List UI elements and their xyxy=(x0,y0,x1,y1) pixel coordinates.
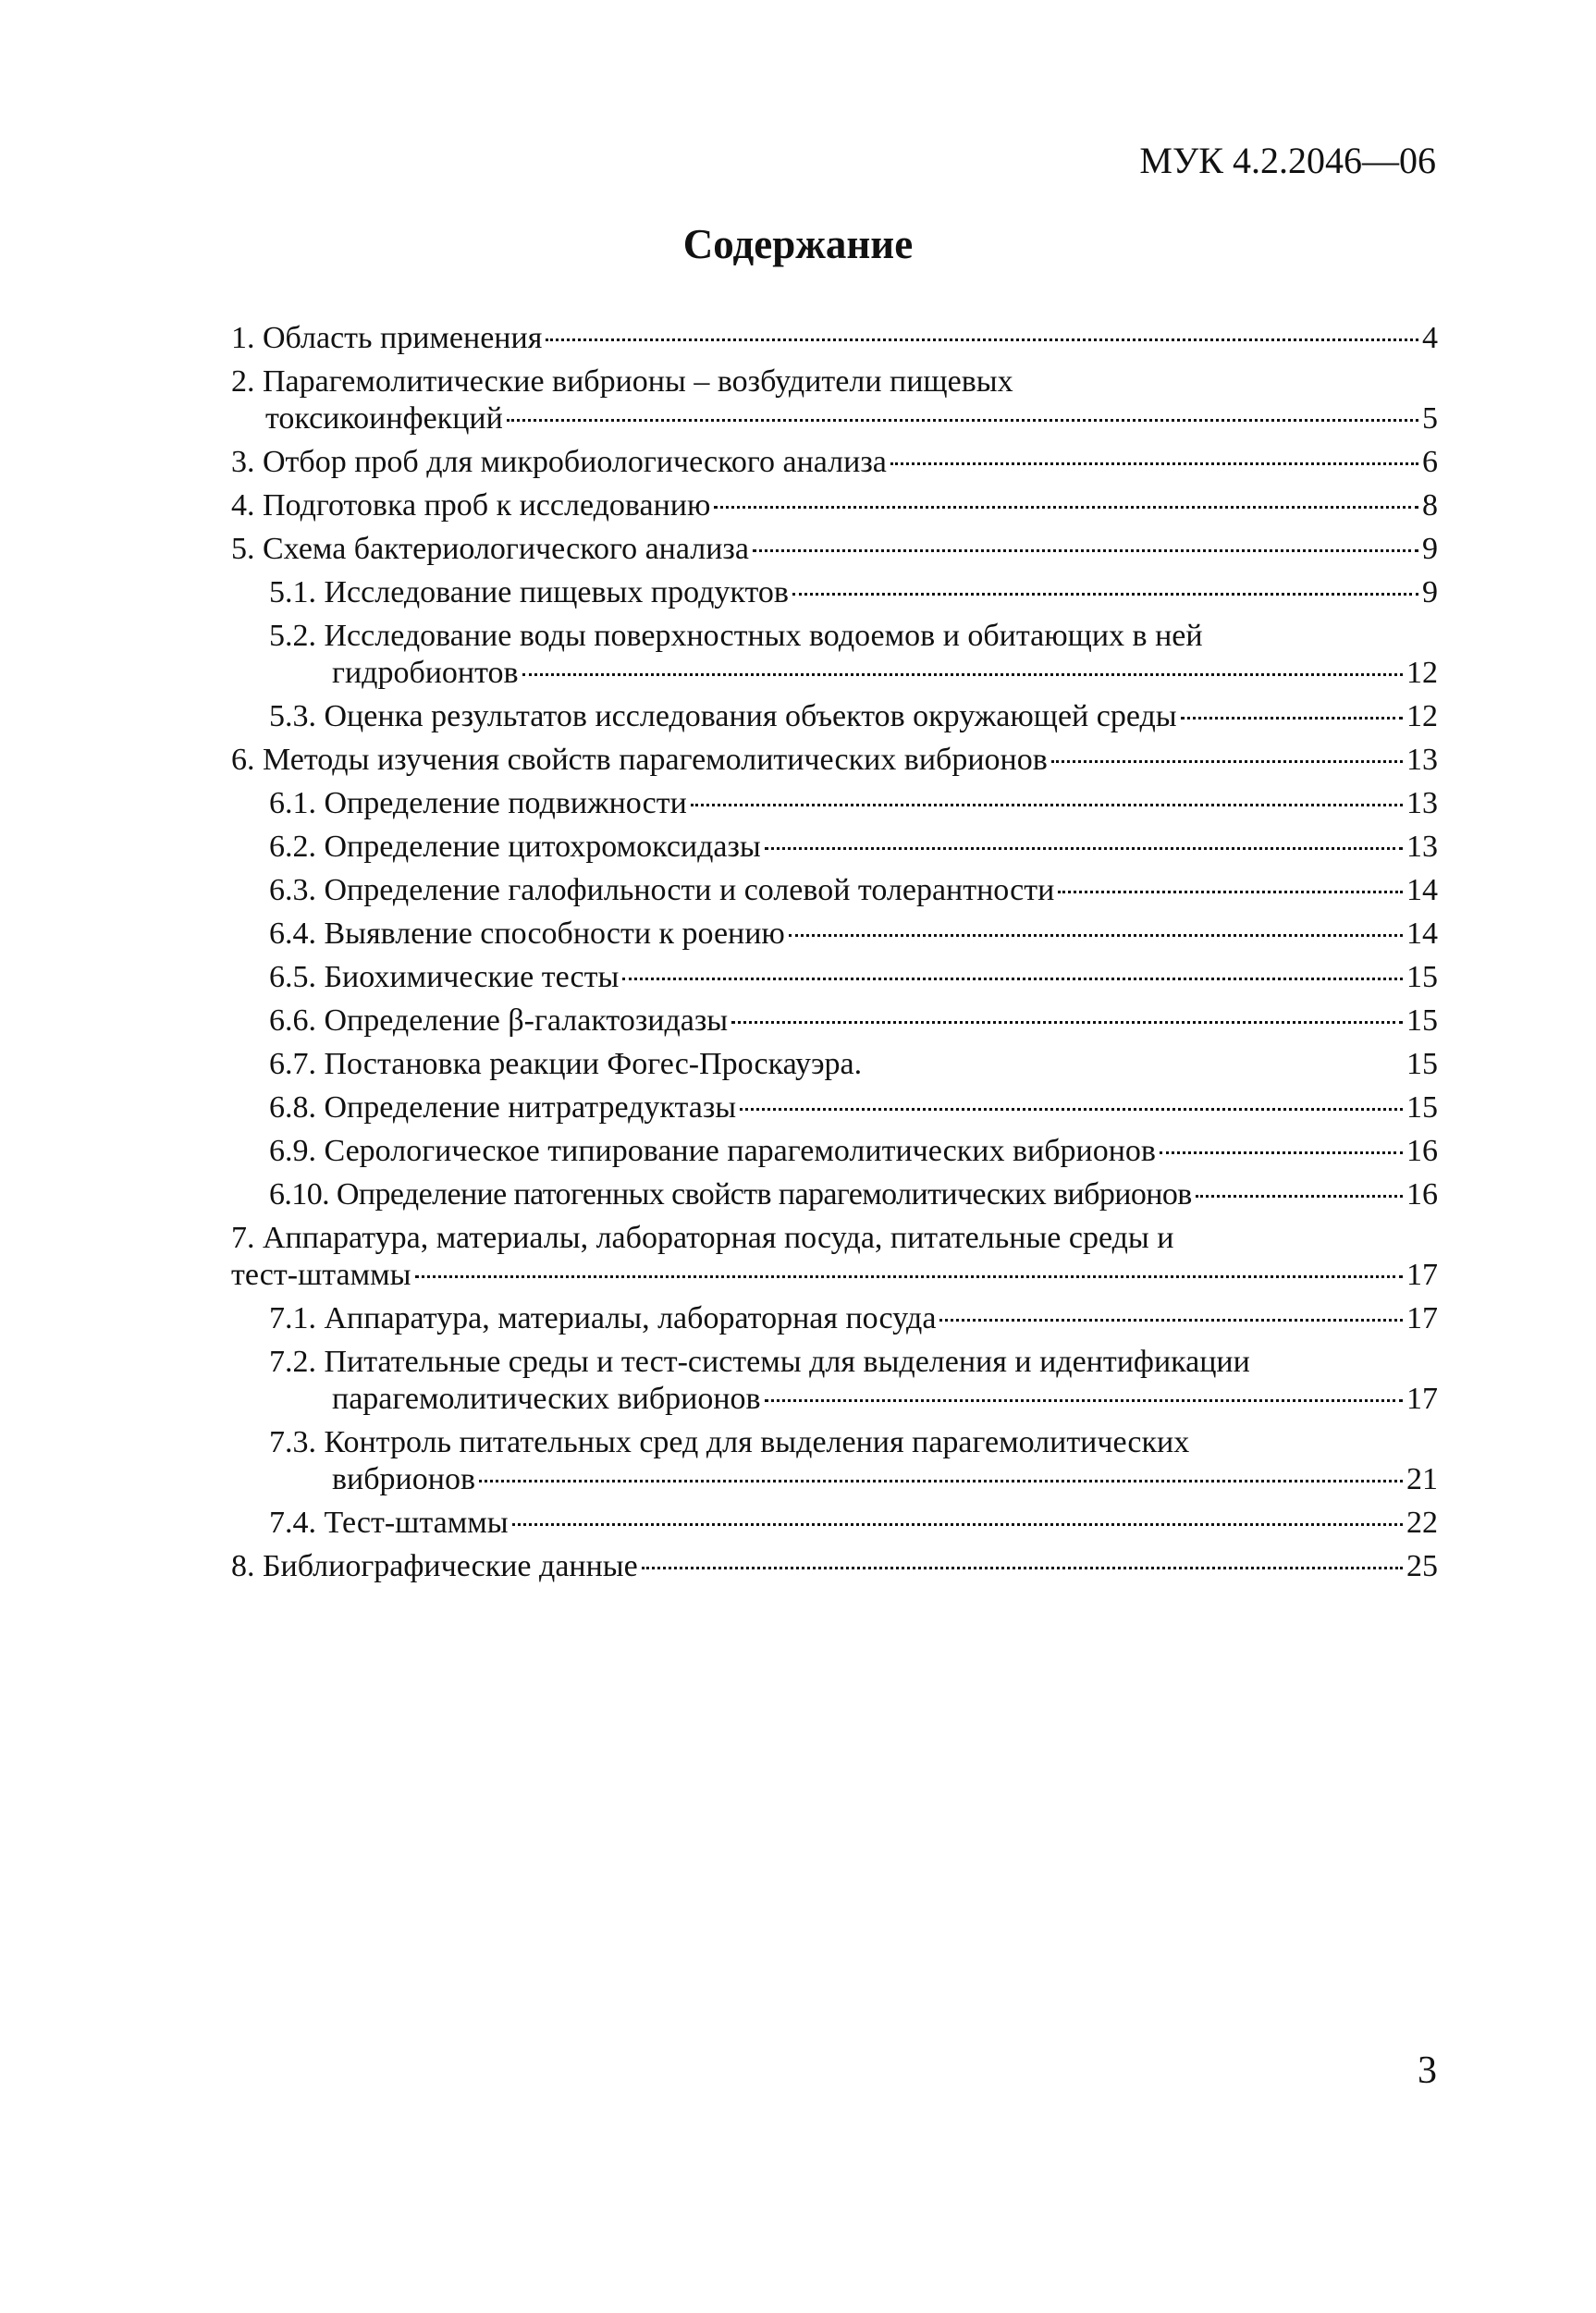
dot-leader xyxy=(512,1523,1403,1526)
table-of-contents xyxy=(231,320,1438,1592)
toc-item-text: 5.2. Исследование воды поверхностных водоемов и обитающих в ней xyxy=(269,619,1203,653)
toc-item-page: 25 xyxy=(1406,1549,1438,1583)
toc-item-text: 6.6. Определение β-галактозидазы xyxy=(269,1003,729,1038)
dot-leader xyxy=(789,934,1403,937)
toc-item-page: 4 xyxy=(1422,321,1438,355)
dot-leader xyxy=(765,847,1403,850)
dot-leader xyxy=(890,462,1418,465)
dot-leader xyxy=(753,549,1418,552)
toc-item-4[interactable] xyxy=(231,487,1438,524)
toc-item-text: 6.7. Постановка реакции Фогес-Проскауэра. xyxy=(269,1047,863,1081)
dot-leader xyxy=(642,1567,1403,1569)
toc-item-page: 6 xyxy=(1422,445,1438,479)
dot-leader xyxy=(939,1319,1403,1322)
toc-item-text: 6.4. Выявление способности к роению xyxy=(269,917,785,951)
toc-item-page: 13 xyxy=(1406,830,1438,864)
toc-item-text-continued: тест-штаммы xyxy=(231,1258,411,1292)
toc-item-7-2[interactable] xyxy=(269,1344,1438,1418)
toc-item-page: 13 xyxy=(1406,786,1438,820)
toc-item-7-3[interactable] xyxy=(269,1424,1438,1498)
toc-item-page: 17 xyxy=(1406,1301,1438,1335)
toc-item-7[interactable] xyxy=(231,1220,1438,1294)
toc-item-page: 15 xyxy=(1406,1003,1438,1038)
toc-item-text: 3. Отбор проб для микробиологического анализа xyxy=(231,445,887,479)
toc-item-page: 17 xyxy=(1406,1258,1438,1292)
toc-item-text: 4. Подготовка проб к исследованию xyxy=(231,488,711,523)
toc-item-page: 21 xyxy=(1406,1462,1438,1496)
toc-item-text: 7. Аппаратура, материалы, лабораторная посуда, питательные среды и xyxy=(231,1221,1174,1255)
dot-leader xyxy=(546,338,1418,341)
toc-item-page: 16 xyxy=(1406,1134,1438,1168)
toc-item-5-1[interactable] xyxy=(269,574,1438,611)
toc-item-page: 5 xyxy=(1422,401,1438,436)
toc-item-page: 15 xyxy=(1406,1047,1438,1081)
dot-leader xyxy=(740,1108,1403,1111)
toc-item-text-continued: токсикоинфекций xyxy=(265,401,503,436)
toc-item-text: 6.10. Определение патогенных свойств парагемолитических вибрионов xyxy=(269,1177,1192,1212)
toc-item-page: 16 xyxy=(1406,1177,1438,1212)
toc-item-text: 1. Область применения xyxy=(231,321,543,355)
toc-item-7-4[interactable] xyxy=(269,1505,1438,1542)
toc-item-5[interactable] xyxy=(231,531,1438,568)
toc-item-page: 12 xyxy=(1406,699,1438,733)
toc-item-text: 6.3. Определение галофильности и солевой толерантности xyxy=(269,873,1055,907)
toc-item-text: 2. Парагемолитические вибрионы – возбудители пищевых xyxy=(231,364,1013,399)
toc-item-text: 7.1. Аппаратура, материалы, лабораторная посуда xyxy=(269,1301,937,1335)
toc-item-text: 5. Схема бактериологического анализа xyxy=(231,532,749,566)
toc-item-7-1[interactable] xyxy=(269,1300,1438,1337)
toc-item-6-2[interactable] xyxy=(269,829,1438,866)
dot-leader xyxy=(1160,1151,1403,1154)
dot-leader xyxy=(479,1480,1403,1483)
toc-item-text-continued: вибрионов xyxy=(332,1462,475,1496)
toc-item-6-4[interactable] xyxy=(269,916,1438,953)
toc-item-8[interactable] xyxy=(231,1548,1438,1585)
toc-item-text: 6.2. Определение цитохромоксидазы xyxy=(269,830,761,864)
dot-leader xyxy=(415,1275,1404,1278)
dot-leader xyxy=(691,804,1403,806)
dot-leader xyxy=(507,419,1418,422)
toc-item-text: 6.8. Определение нитратредуктазы xyxy=(269,1090,737,1125)
toc-item-page: 22 xyxy=(1406,1506,1438,1540)
toc-item-6-6[interactable] xyxy=(269,1003,1438,1040)
toc-item-text: 6.9. Серологическое типирование парагемолитических вибрионов xyxy=(269,1134,1156,1168)
toc-item-text: 5.1. Исследование пищевых продуктов xyxy=(269,575,789,609)
toc-item-6-9[interactable] xyxy=(269,1133,1438,1170)
toc-title: Содержание xyxy=(682,221,914,267)
toc-item-5-3[interactable] xyxy=(269,698,1438,735)
toc-item-page: 9 xyxy=(1422,575,1438,609)
toc-item-6-1[interactable] xyxy=(269,785,1438,822)
dot-leader xyxy=(866,1064,1403,1067)
toc-item-text: 7.3. Контроль питательных сред для выделения парагемолитических xyxy=(269,1425,1190,1459)
toc-item-1[interactable] xyxy=(231,320,1438,357)
page-number: 3 xyxy=(1418,2049,1437,2092)
toc-item-page: 17 xyxy=(1406,1382,1438,1416)
document-code: МУК 4.2.2046—06 xyxy=(1139,140,1436,181)
toc-item-5-2[interactable] xyxy=(269,618,1438,692)
dot-leader xyxy=(1181,717,1403,720)
dot-leader xyxy=(792,593,1418,596)
toc-item-page: 12 xyxy=(1406,656,1438,690)
toc-item-6-8[interactable] xyxy=(269,1089,1438,1126)
toc-item-page: 13 xyxy=(1406,743,1438,777)
dot-leader xyxy=(731,1021,1403,1024)
toc-item-page: 15 xyxy=(1406,960,1438,994)
toc-item-2[interactable] xyxy=(231,363,1438,437)
toc-item-text: 8. Библиографические данные xyxy=(231,1549,638,1583)
toc-item-6-5[interactable] xyxy=(269,959,1438,996)
toc-item-text: 5.3. Оценка результатов исследования объектов окружающей среды xyxy=(269,699,1177,733)
toc-item-6-10[interactable] xyxy=(269,1176,1438,1213)
toc-item-text: 7.4. Тест-штаммы xyxy=(269,1506,509,1540)
dot-leader xyxy=(1051,760,1403,763)
dot-leader xyxy=(1196,1195,1403,1198)
toc-item-text-continued: гидробионтов xyxy=(332,656,519,690)
toc-item-6[interactable] xyxy=(231,742,1438,779)
toc-item-text: 6.1. Определение подвижности xyxy=(269,786,687,820)
toc-item-text-continued: парагемолитических вибрионов xyxy=(332,1382,761,1416)
toc-item-6-7[interactable] xyxy=(269,1046,1438,1083)
toc-item-page: 15 xyxy=(1406,1090,1438,1125)
toc-item-page: 14 xyxy=(1406,917,1438,951)
dot-leader xyxy=(622,978,1403,980)
toc-item-text: 6. Методы изучения свойств парагемолитических вибрионов xyxy=(231,743,1048,777)
dot-leader xyxy=(765,1399,1403,1402)
dot-leader xyxy=(1058,891,1403,893)
toc-item-text: 7.2. Питательные среды и тест-системы для выделения и идентификации xyxy=(269,1345,1250,1379)
toc-item-page: 14 xyxy=(1406,873,1438,907)
dot-leader xyxy=(714,506,1418,509)
toc-item-3[interactable] xyxy=(231,444,1438,481)
toc-item-text: 6.5. Биохимические тесты xyxy=(269,960,620,994)
toc-item-page: 9 xyxy=(1422,532,1438,566)
toc-item-6-3[interactable] xyxy=(269,872,1438,909)
toc-item-page: 8 xyxy=(1422,488,1438,523)
dot-leader xyxy=(522,673,1403,676)
